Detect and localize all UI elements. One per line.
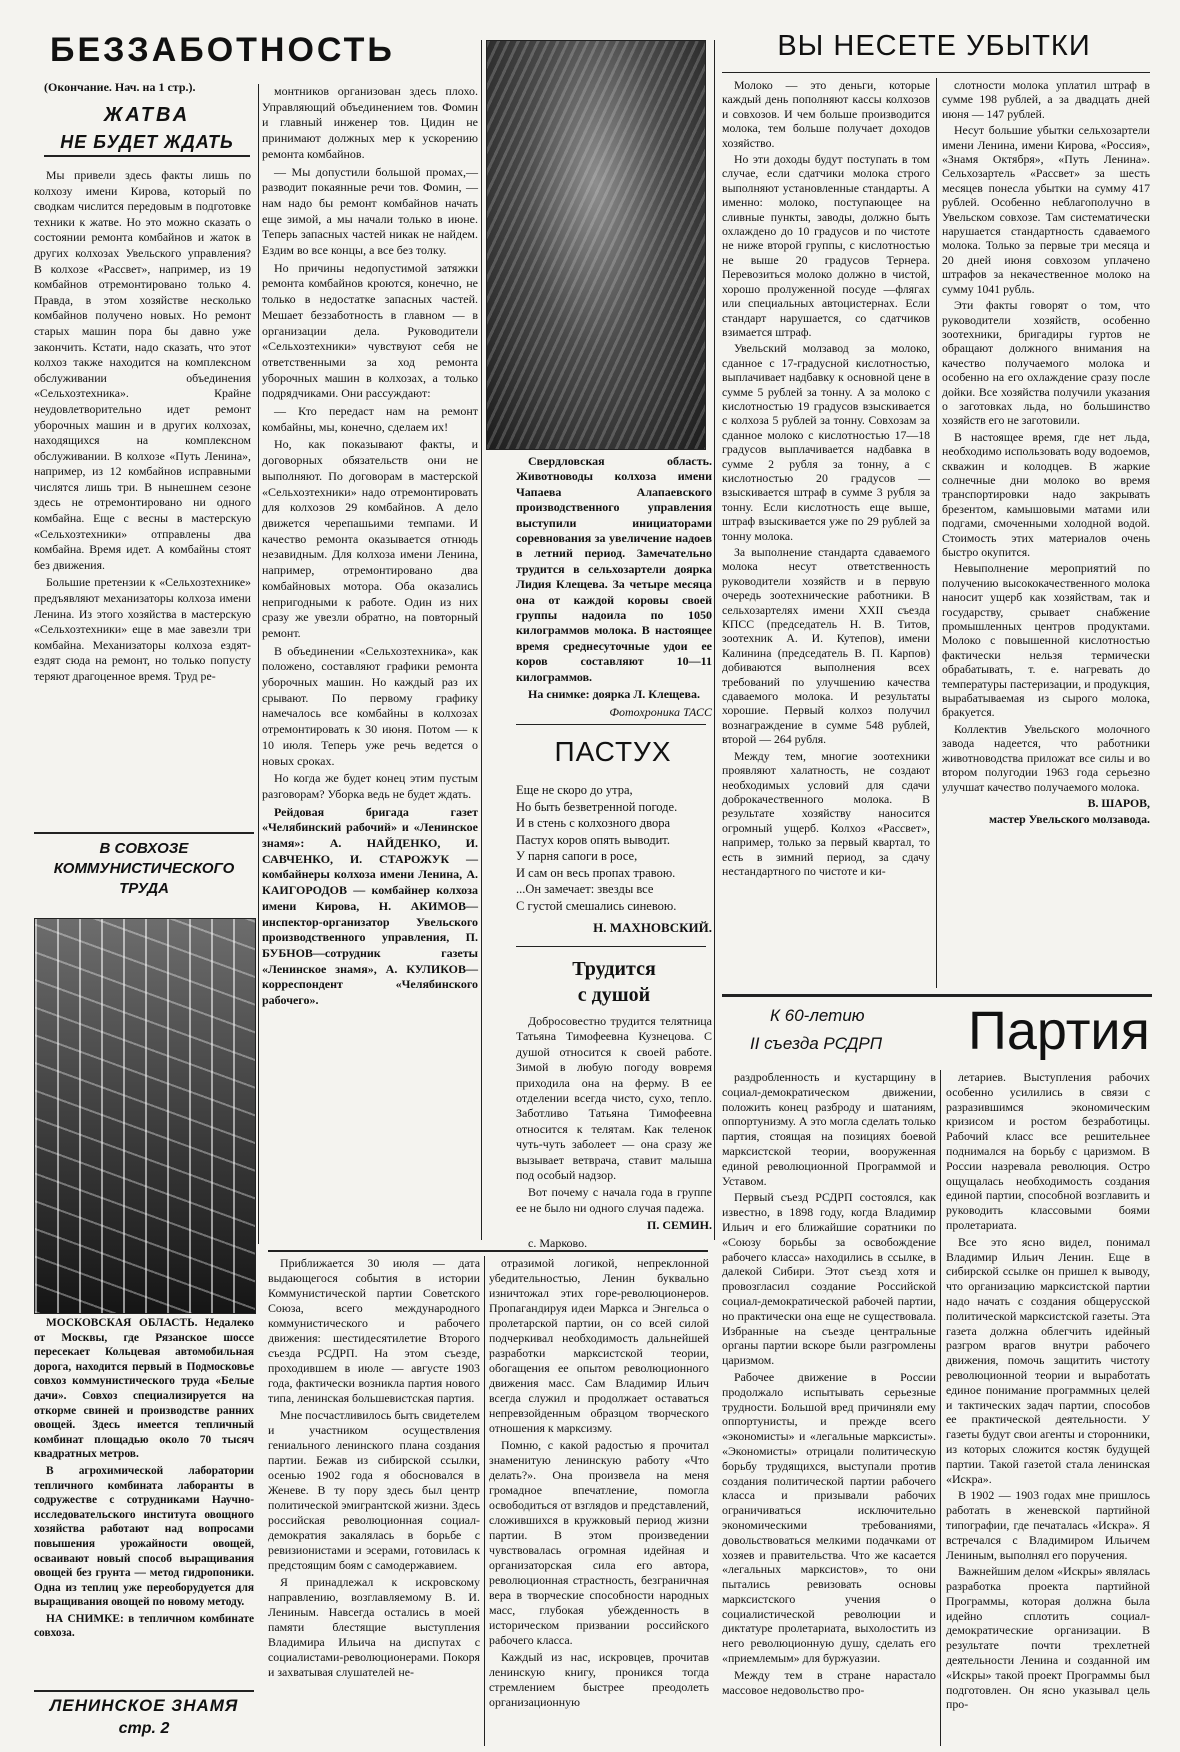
article-partiya-col-1 bbox=[268, 1256, 480, 1682]
paragraph: Молоко — это деньги, которые каждый день пополняют кассы колхозов и совхозов. И чем больше производится молока, тем больше получает доходов хозяйство. bbox=[722, 78, 930, 150]
paragraph: раздробленность и кустарщину в социал-демократическом движении, положить конец разброду и шатаниям, оппортунизму. А это могла сделать только партия, стоящая на позициях боевой марксистской теории, вооруженная единой революционной Программой и Уставом. bbox=[722, 1070, 936, 1188]
paragraph: Рабочее движение в России продолжало испытывать серьезные трудности. Большой вред причиняли ему оппортунисты, и прежде всего «экономисты» и «легальные марксисты». «Экономисты» отрицали политическую борьбу трудящихся, выступали против создания политической партии рабочего класса и призывали рабочих ограничиваться исключительно экономическими требованиями, довольствоваться мелкими подачками от хозяев и правительства. Что же касается «легальных марксистов», то они пытались ревизовать основы марксистского учения о социалистической революции и диктатуре пролетариата, выхолостить из него революционную душу, сделать его «приемлемым» для буржуазии. bbox=[722, 1369, 936, 1666]
divider bbox=[722, 72, 1150, 73]
poem-title: ПАСТУХ bbox=[554, 736, 672, 767]
poem-text bbox=[516, 782, 712, 914]
paragraph: Но когда же будет конец этим пустым разговорам? Уборка ведь не будет ждать. bbox=[262, 771, 478, 801]
caption-text: Свердловская область. Животноводы колхоза имени Чапаева Алапаевского производственного управления выступили инициаторами соревнования за увеличение надоев в летний период. Замечательно трудится в сельхозартели доярка Лидия Клещева. За четыре месяца она от каждой коровы своей группы надоила по 1050 килограммов молока. В настоящее время среднесуточные удои ее коров составляют 10—11 килограммов. bbox=[516, 454, 712, 684]
divider bbox=[516, 724, 706, 725]
column-rule bbox=[714, 40, 715, 1240]
paragraph: Добросовестно трудится телятница Татьяна Тимофеевна Кузнецова. С душой относится к своей работе. Зимой в любую погоду вовремя приходила она на ферму. В ее отделении всегда чисто, сухо, тепло. Заботливо Татьяна Тимофеевна относится к телятам. Как теленок чуть-чуть заболеет — она сразу же вызывает ветврача, ставит малыша под особый надзор. bbox=[516, 1014, 712, 1183]
article-author-role: мастер Увельского молзавода. bbox=[988, 812, 1150, 827]
paragraph: монтников организован здесь плохо. Управляющий объединением тов. Фомин и главный инженер тов. Цидин не принимают должных мер к ускорению ремонта комбайнов. bbox=[262, 84, 478, 161]
article-author: В. ШАРОВ, bbox=[1087, 795, 1150, 810]
heading-sovhoz-1: В СОВХОЗЕ bbox=[99, 840, 189, 857]
footer-newspaper-name: ЛЕНИНСКОЕ ЗНАМЯ bbox=[49, 1696, 239, 1715]
column-rule bbox=[258, 84, 259, 1244]
paragraph: Но эти доходы будут поступать в том случае, если сдатчики молока строго выполняют установленные стандарты. А именно: молоко, поступающее на сливные пункты, заводы, должно быть охлаждено до 10 градусов и по чистоте не ниже второй группы, с кислотностью не выше 20 градусов Тернера. Перевозиться молоко должно в чистой, хорошо пролуженной посуде —флягах или специальных автоцистернах. Если стандарт нарушается, со сдатчиков взимается штраф. bbox=[722, 152, 930, 339]
paragraph: Я принадлежал к искровскому направлению, возглавляемому В. И. Лениным. Навсегда остались в моей памяти блестящие выступления Владимира Ильича на диспутах с социалистами-революционерами. Покоря и захватывая слушателей не- bbox=[268, 1575, 480, 1679]
paragraph: Первый съезд РСДРП состоялся, как известно, в 1898 году, когда Владимир Ильич и его ближайшие соратники по «Союзу борьбы за освобождение рабочего класса» находились в ссылке, в далекой Сибири. Этот съезд хотя и провозгласил создание Российской социал-демократической рабочей партии, но практически она еще не существовала. Избранные на съезде центральные органы партии вскоре были разгромлены царизмом. bbox=[722, 1190, 936, 1368]
footer-page-number: стр. 2 bbox=[118, 1720, 170, 1737]
poem-author: Н. МАХНОВСКИЙ. bbox=[593, 920, 712, 935]
rubric-60-letie: К 60-летию bbox=[770, 1006, 865, 1025]
column-rule bbox=[484, 1256, 485, 1746]
divider bbox=[34, 1690, 254, 1692]
paragraph: Между тем, многие зоотехники проявляют халатность, не создают необходимых условий для сдачи доброкачественного молока. В результате хозяйству наносится огромный ущерб. Колхоз «Рассвет», например, только за первый квартал, то есть в зимний период, за сдачу нестандартного по чистоте и ки- bbox=[722, 748, 930, 878]
paragraph: Несут большие убытки сельхозартели имени Ленина, имени Кирова, «Россия», «Знамя Октября», «Путь Ленина». Сельхозартель «Рассвет» за шесть месяцев понесла убытки на сумму 417 рублей. Особенно неблагополучно в Увельском совхозе. Там систематически нарушается стандартность сдаваемого молока. Только за первые три месяца и 20 дней июня совхозом уплачено штрафов за некачественное молоко на сумму 1041 рубль. bbox=[942, 123, 1150, 296]
photo-greenhouse bbox=[34, 918, 256, 1314]
paragraph: летариев. Выступления рабочих особенно усилились в связи с разразившимся экономическим кризисом и ростом безработицы. Рабочий класс все решительнее поднимался на борьбу с царизмом. В России назревала революция. Остро ощущалась необходимость создания единой партии, способной возглавить и руководить классовыми боями пролетариата. bbox=[946, 1070, 1150, 1232]
paragraph: Но причины недопустимой затяжки ремонта комбайнов кроются, конечно, не только в недостатке запасных частей. Мешает беззаботность в главном — в организации дела. Руководители «Сельхозтехники» чувствуют себя не ответственными за ход ремонта уборочных машин в колхозах, а только подрядчиками. Они рассуждают: bbox=[262, 260, 478, 401]
headline-partiya: Партия bbox=[968, 1001, 1150, 1061]
poem-line: Еще не скоро до утра, bbox=[516, 783, 633, 797]
poem-line: У парня сапоги в росе, bbox=[516, 849, 638, 863]
paragraph: Большие претензии к «Сельхозтехнике» предъявляют механизаторы колхоза имени Ленина. Из этого хозяйства в мастерскую «Сельхозтехники» еще в мае завезли три комбайна. Механизаторы колхоза ездят-ездят сюда на ремонт, но только попусту теряют драгоценное время. Труд ре- bbox=[34, 575, 251, 683]
paragraph: — Кто передаст нам на ремонт комбайны, мы, конечно, сделаем их! bbox=[262, 404, 478, 434]
divider bbox=[516, 946, 706, 947]
poem-line: С густой смешались синевою. bbox=[516, 898, 677, 913]
paragraph: Между тем в стране нарастало массовое недовольство про- bbox=[722, 1667, 936, 1697]
raid-brigade-signature: Рейдовая бригада газет «Челябинский рабочий» и «Ленинское знамя»: А. НАЙДЕНКО, И. САВЧЕНКО, И. СТАРОЖУК — комбайнеры колхоза имени Ленина, А. КАИГОРОДОВ — комбайнер колхоза имени Кирова, Н. АКИМОВ—инспектор-организатор Увельского производственного управления, П. БУБНОВ—сотрудник газеты «Ленинское знамя», А. КУЛИКОВ—корреспондент «Челябинского рабочего». bbox=[262, 804, 478, 1008]
paragraph: Все это ясно видел, понимал Владимир Ильич Ленин. Еще в сибирской ссылке он пришел к выводу, что организацию марксистской партии надо начать с создания общерусской политической марксистской газеты. Эта газета должна облегчить идейный разгром врагов внутри рабочего движения, помочь защитить чистоту революционной теории и выработать единое понимание программных целей и тактических задач партии, способов ее практической деятельности. У газеты будут свои агенты и сторонники, из которых сложится костяк будущей партии. Такой газетой стала ленинская «Искра». bbox=[946, 1234, 1150, 1486]
heading-sovhoz-3: ТРУДА bbox=[119, 880, 169, 897]
article-author: П. СЕМИН. bbox=[647, 1218, 712, 1233]
poem-line: И в стень с колхозного двора bbox=[516, 816, 671, 830]
paragraph: Важнейшим делом «Искры» являлась разработка проекта партийной Программы, которая должна была идейно сплотить социал-демократические организации. В результате почти трехлетней деятельности Ленина и созданной им «Искры» такой проект Программы был подготовлен. Он ясно указывал цель про- bbox=[946, 1564, 1150, 1712]
poem-line: ...Он замечает: звезды все bbox=[516, 882, 654, 896]
paragraph: За выполнение стандарта сдаваемого молока несут ответственность руководители хозяйств и в первую очередь зоотехнические работники. В сельхозартелях имени XXII съезда КПСС (председатель Н. В. Титов, зоотехник А. И. Кутепов), имени Калинина (председатель В. П. Карпов) добиваются выполнения всех требований по улучшению качества сдаваемого молока. И результаты хорошие. Первый колхоз получил вознаграждение в сумме 548 рублей, второй — 264 рубля. bbox=[722, 545, 930, 747]
paragraph: В агрохимической лаборатории тепличного комбината лаборанты в содружестве с сотрудниками Научно-исследовательского института овощного хозяйства работают над вопросами повышения урожайности овощей, осваивают новый способ выращивания овощей без грунта — метод гидропоники. Одна из теплиц уже переоборудуется для выращивания овощей по новому методу. bbox=[34, 1464, 254, 1609]
paragraph: Вот почему с начала года в группе ее не было ни одного случая падежа. bbox=[516, 1185, 712, 1215]
article-ubytki-col-b bbox=[942, 78, 1150, 829]
column-rule bbox=[940, 1070, 941, 1746]
paragraph: Эти факты говорят о том, что руководители хозяйств, особенно зоотехники, бригадиры гуртов не обращают должного внимания на качество получаемого молока и особенно на его охлаждение сразу после дойки. Все хозяйства получили указания о заготовках льда, но большинство хозяйств его не заготовили. bbox=[942, 298, 1150, 428]
photo-caption-sverdlovsk bbox=[516, 454, 712, 722]
divider bbox=[268, 1250, 708, 1252]
headline-bezzabotnost: БЕЗЗАБОТНОСТЬ bbox=[50, 31, 395, 69]
continuation-note: (Окончание. Нач. на 1 стр.). bbox=[44, 80, 196, 94]
caption-on-photo: На снимке: доярка Л. Клещева. bbox=[528, 687, 700, 702]
divider-heavy bbox=[722, 994, 1152, 997]
article-col2-text bbox=[262, 84, 478, 1011]
subheadline-zhatva: ЖАТВА bbox=[103, 104, 191, 126]
caption-moscow-region bbox=[34, 1316, 254, 1643]
paragraph: Коллектив Увельского молочного завода надеется, что работники животноводства приложат все силы и во втором полугодии 1963 года серьезно улучшат качество получаемого молока. bbox=[942, 721, 1150, 794]
article-partiya-col-3 bbox=[722, 1070, 936, 1699]
paragraph: В объединении «Сельхозтехника», как положено, составляют графики ремонта уборочных машин. Но каждый раз их срывают. По первому графику намечалось все комбайны в колхозах отремонтировать к 30 июня. Потом — к 10 июля. Теперь уже речь ведется о новых сроках. bbox=[262, 643, 478, 768]
article-partiya-col-2 bbox=[489, 1256, 709, 1712]
photo-milkmaid bbox=[486, 40, 706, 450]
paragraph: Каждый из нас, искровцев, прочитав ленинскую книгу, проникся тогда стремлением быстрее преодолеть организационную bbox=[489, 1650, 709, 1709]
rubric-ii-sezd: II съезда РСДРП bbox=[750, 1034, 883, 1053]
poem-line: Но быть безветренной погоде. bbox=[516, 799, 678, 814]
article-trudit-sya-text bbox=[516, 1014, 712, 1253]
heading-sovhoz-2: КОММУНИСТИЧЕСКОГО bbox=[53, 860, 235, 877]
paragraph: Приближается 30 июля — дата выдающегося события в истории Коммунистической партии Советского Союза, всего международного коммунистического и рабочего движения: шестидесятилетие Второго съезда РСДРП. На этом съезде, проходившем в июле — августе 1903 года, фактически возникла партия нового типа, ленинская большевистская партия. bbox=[268, 1256, 480, 1405]
article-place: с. Марково. bbox=[528, 1235, 588, 1250]
paragraph: Мы привели здесь факты лишь по колхозу имени Кирова, который по сводкам числится передовым в подготовке техники к жатве. Но это можно сказать о состоянии ремонта комбайнов и жаток в других колхозах Увельского управления? В колхозе «Рассвет», например, из 19 комбайнов отремонтировано только 4. Правда, в этом хозяйстве несколько комбайнов получено новых. Но ремонт старых машин пора бы давно уже закончить. Кстати, надо сказать, что этот колхоз также находится на комплексном обслуживании объединения «Сельхозтехника». Крайне неудовлетворительно идет ремонт уборочных машин и в других колхозах, находящихся на комплексном обслуживании. В колхозе «Путь Ленина», например, из 12 комбайнов исправными числятся лишь три. В нынешнем сезоне здесь не отремонтировано ни одного комбайна. Еще с весны в мастерскую «Сельхозтехники» отправлены два комбайна. Время идет. А комбайны стоят без движения. bbox=[34, 168, 251, 572]
article-title-trudit-sya: Трудится bbox=[572, 958, 656, 980]
article-title-s-dushoi: с душой bbox=[577, 984, 651, 1006]
article-ubytki-col-a bbox=[722, 78, 930, 880]
paragraph: слотности молока уплатил штраф в сумме 198 рублей, а за двадцать дней июня — 147 рублей. bbox=[942, 78, 1150, 121]
paragraph: Помню, с какой радостью я прочитал знаменитую ленинскую работу «Что делать?». Она произвела на меня громадное впечатление, помогла освободиться от взглядов и представлений, сложившихся в кружковый период жизни партии. В этом произведении чувствовалась огромная идейная и организаторская сила его автора, революционная страстность, безграничная вера в творческие способности народных масс, глубокая убежденность в историческом призвании российского рабочего класса. bbox=[489, 1438, 709, 1647]
paragraph: В настоящее время, где нет льда, необходимо использовать воду водоемов, скважин и колодцев. В жаркие солнечные дни молоко во время транспортировки надо закрывать брезентом, камышовыми матами или подгами, смоченными холодной водой. Стоимость этих материалов очень быстро окупится. bbox=[942, 429, 1150, 559]
article-partiya-col-4 bbox=[946, 1070, 1150, 1714]
paragraph: НА СНИМКЕ: в тепличном комбинате совхоза. bbox=[34, 1612, 254, 1640]
paragraph: — Мы допустили большой промах,— разводит покаянные речи тов. Фомин, — нам надо бы ремонт комбайнов начать еще зимой, а мы начали только в июне. Теперь запасных частей никак не найдем. Ездим во все концы, а все без толку. bbox=[262, 164, 478, 258]
paragraph: Невыполнение мероприятий по получению высококачественного молока наносит ущерб как хозяйствам, так и государству, срывает снабжение промышленных центров продуктами. Молоко с повышенной кислотностью фактически нельзя термически обрабатывать, т. е. нагревать до температуры пастеризации, и продукция, вырабатываемая из сырого молока, бракуется. bbox=[942, 561, 1150, 720]
paragraph: МОСКОВСКАЯ ОБЛАСТЬ. Недалеко от Москвы, где Рязанское шоссе пересекает Кольцевая автомобильная дорога, находится первый в Подмосковье совхоз коммунистического труда «Белые дачи». Совхоз специализируется на откорме свиней и производстве ранних овощей. Здесь имеется тепличный комбинат площадью около 70 тысяч квадратных метров. bbox=[34, 1317, 254, 1461]
paragraph: Но, как показывают факты, и договорных обязательств они не выполняют. По договорам в мастерской «Сельхозтехники» надо отремонтировать для колхозов 29 комбайнов. А дело движется черепашьими темпами. И качество ремонта оказывается отнюдь незавидным. Для колхоза имени Ленина, например, отремонтировано два комбайновых мотора. Оба оказались непригодными к работе. Один из них сразу же увезли обратно, на повторный ремонт. bbox=[262, 437, 478, 640]
paragraph: Увельский молзавод за молоко, сданное с 17-градусной кислотностью, выплачивает надбавку к основной цене в сумме 5 рублей за тонну. А за молоко с кислотностью 19 градусов взыскивается с колхоза 5 рублей за тонну. Совхозам за сданное молоко с кислотностью 17—18 градусов выплачивается надбавка в сумме 2 рубля за тонну, а с кислотностью 20 градусов —взыскивается штраф в сумме 3 рубля за тонну. Если кислотность еще выше, штраф взыскивается уже по 29 рублей за тонну молока. bbox=[722, 341, 930, 543]
column-rule bbox=[481, 40, 482, 1240]
poem-line: Пастух коров опять выводит. bbox=[516, 832, 670, 847]
poem-line: И сам он весь пропах травою. bbox=[516, 865, 676, 880]
column-rule bbox=[936, 78, 937, 988]
paragraph: В 1902 — 1903 годах мне пришлось работать в женевской партийной типографии, где печаталась «Искра». Я встречался с Владимиром Ильичем Лениным, выполнял его поручения. bbox=[946, 1488, 1150, 1562]
paragraph: Мне посчастливилось быть свидетелем и участником осуществления гениального ленинского плана создания партии. Бежав из сибирской ссылки, осенью 1902 года я обосновался в Женеве. В ту пору здесь был центр политической эмигрантской жизни. Здесь российская революционная социал-демократия закалялась в борьбе с ревизионистами и эсерами, готовилась к предстоящим боям с самодержавием. bbox=[268, 1408, 480, 1572]
photo-credit: Фотохроника ТАСС bbox=[609, 704, 712, 719]
paragraph: отразимой логикой, непреклонной убедительностью, Ленин буквально изничтожал этих горе-революционеров. Пропагандируя идеи Маркса и Энгельса о пролетарской партии, он со всей силой подчеркивал необходимость дальнейшей разработки марксистской теории, обогащения ее опытом революционного движения масс. Сам Владимир Ильич всегда служил и продолжает оставаться непревзойденным образцом творческого отношения к марксизму. bbox=[489, 1256, 709, 1435]
subheadline-ne-budet-zhdat: НЕ БУДЕТ ЖДАТЬ bbox=[44, 132, 250, 157]
divider bbox=[34, 832, 254, 834]
headline-vy-nesete-ubytki: ВЫ НЕСЕТЕ УБЫТКИ bbox=[777, 30, 1091, 62]
article-col1-text bbox=[34, 168, 251, 687]
